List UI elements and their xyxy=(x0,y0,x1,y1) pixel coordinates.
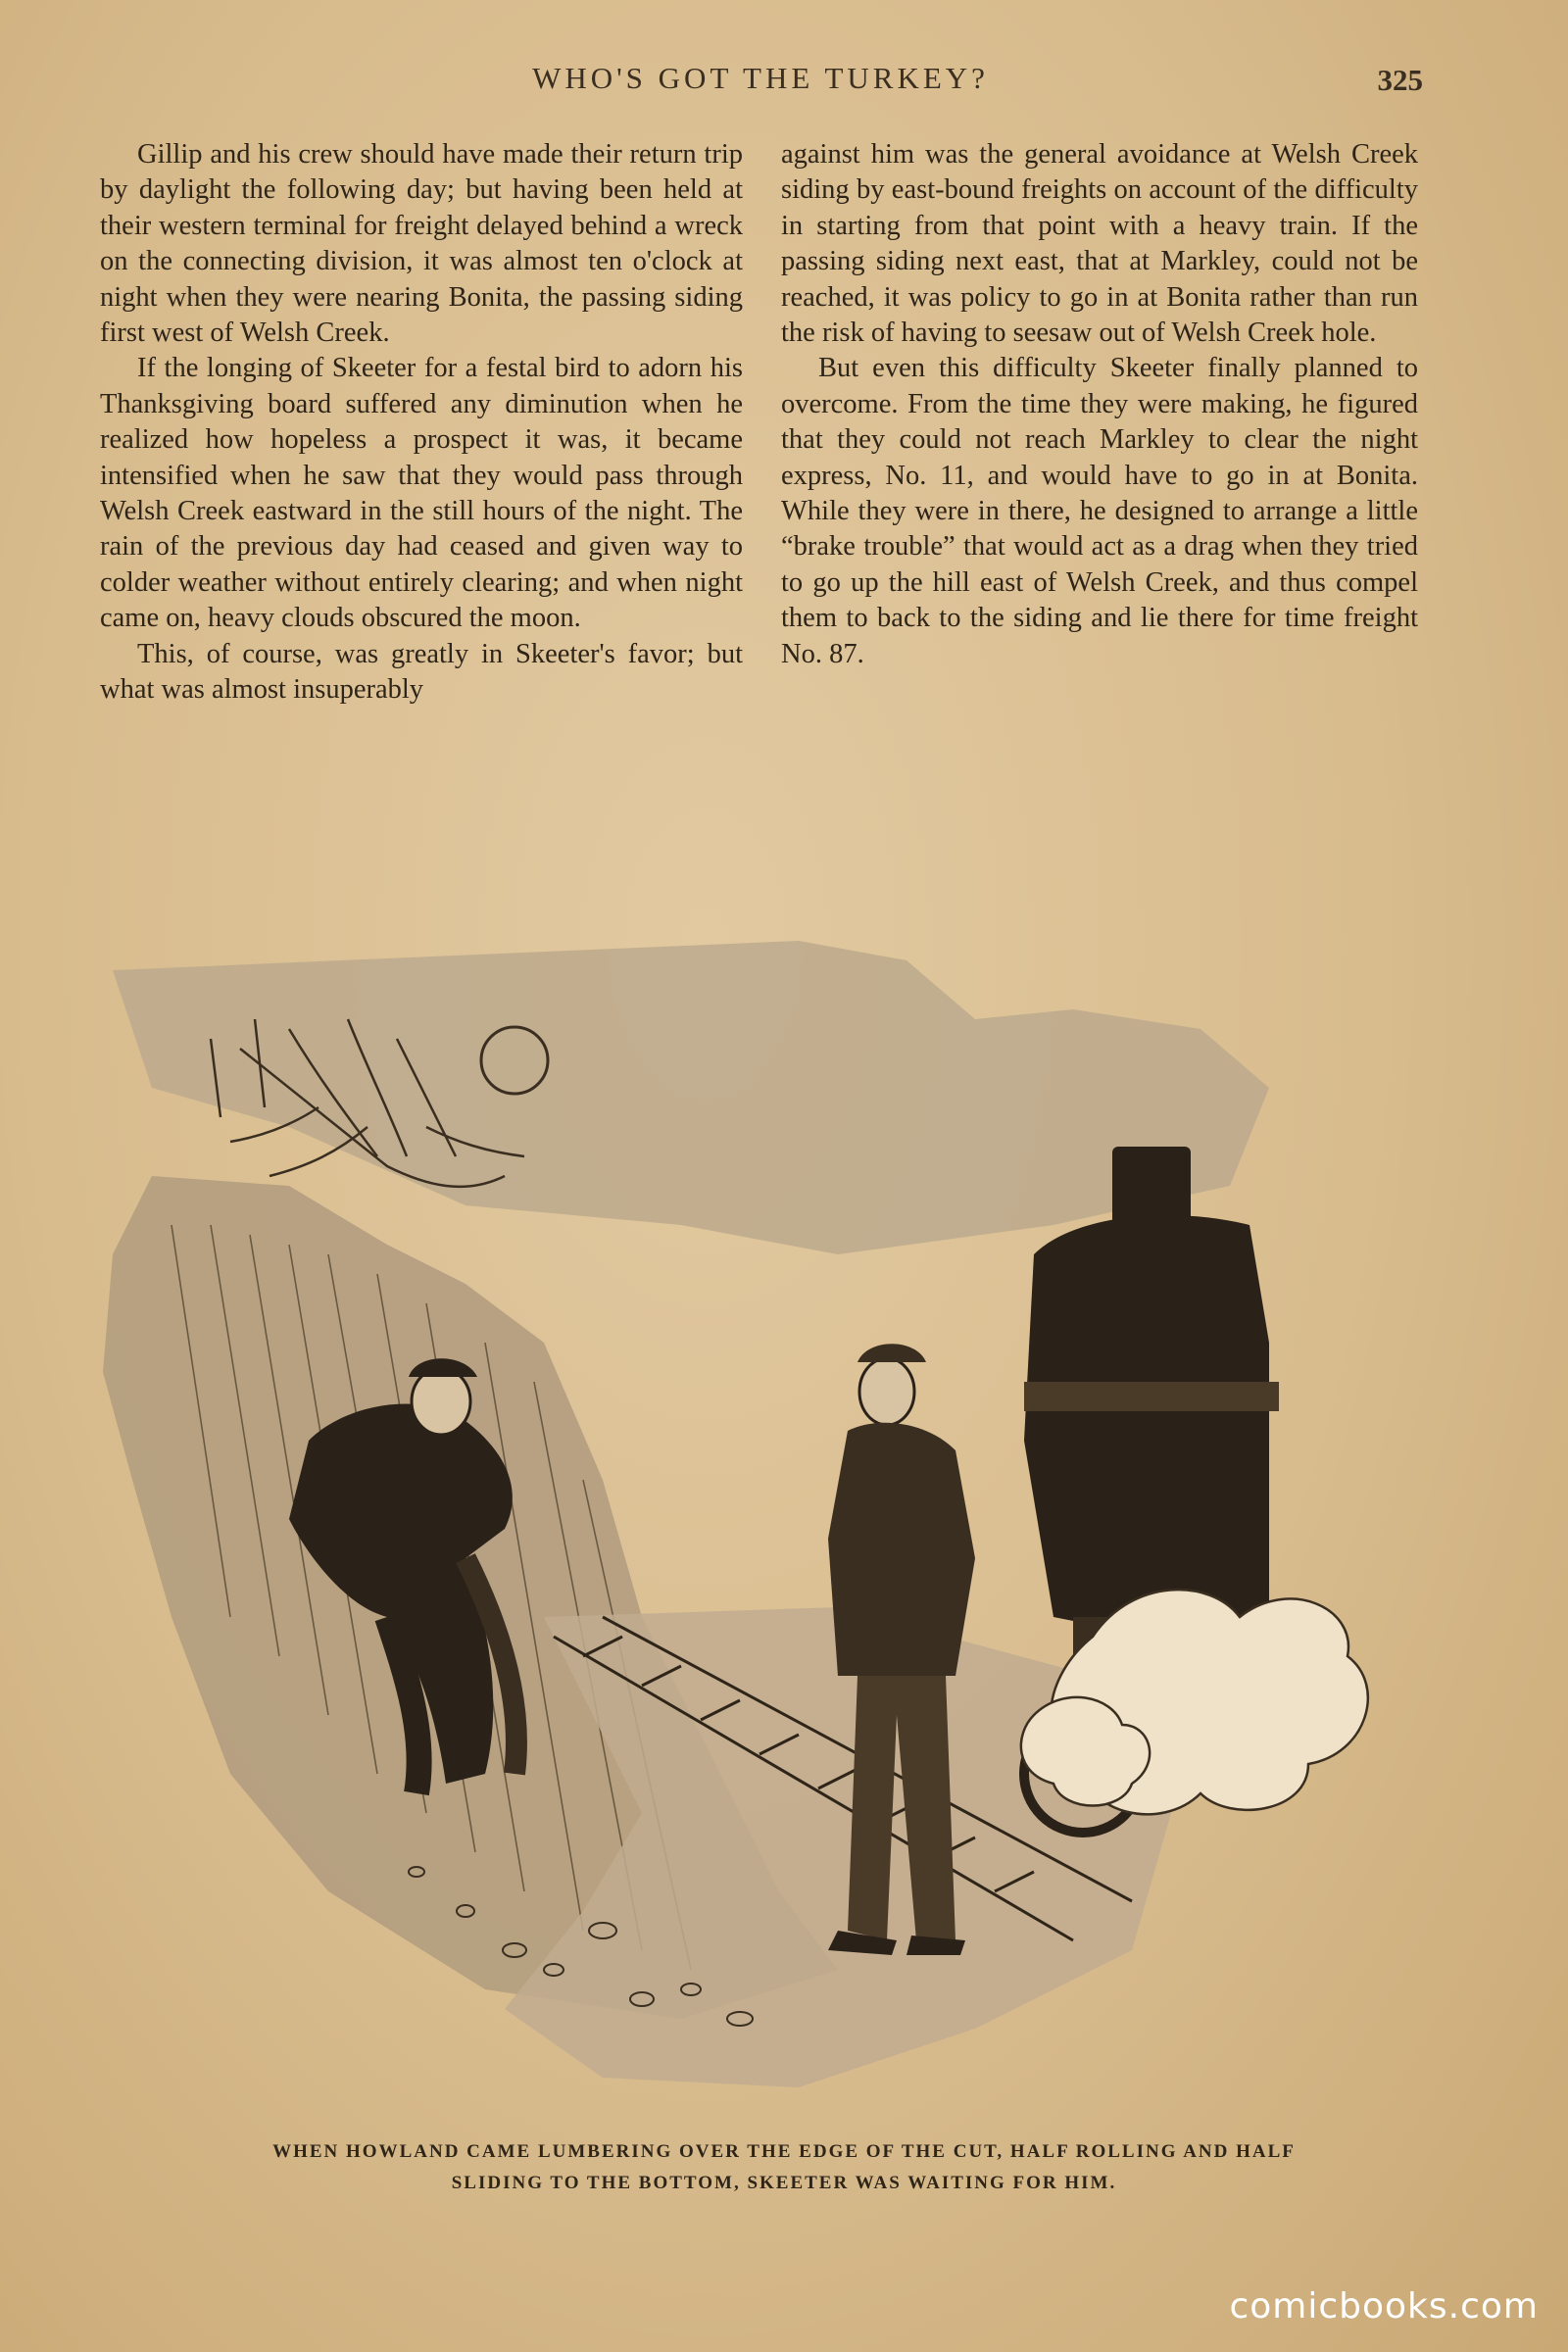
watermark: comicbooks.com xyxy=(1229,2286,1539,2327)
paragraph: But even this difficulty Skeeter finally planned to overcome. From the time they were making, he figured that they could not reach Markley to clear the night express, No. 11, and would have to go in at Bonita. While they were in there, he designed to arrange a little “brake trouble” that would act as a drag when they tried to go up the hill east of Welsh Creek, and thus compel them to back to the siding and lie there for time freight No. 87. xyxy=(781,353,1418,669)
running-title: WHO'S GOT THE TURKEY? xyxy=(532,61,989,95)
paragraph: If the longing of Skeeter for a festal bird to adorn his Thanksgiving board suffered any diminution when he realized how hopeless a prospect it was, it became intensified when he saw that they would pass through Welsh Creek eastward in the still hours of the night. The rain of the previous day had ceased and given way to colder weather without entirely clearing; and when night came on, heavy clouds obscured the moon. xyxy=(100,353,743,634)
running-head xyxy=(98,61,1423,108)
illustration-caption xyxy=(118,2136,1450,2199)
railroad-scene-drawing xyxy=(93,931,1446,2117)
paragraph: Gillip and his crew should have made their return trip by daylight the following day; but having been held at their western terminal for freight delayed behind a wreck on the connecting division, it was almost ten o'clock at night when they were nearing Bonita, the passing siding first west of Welsh Creek. xyxy=(100,139,743,349)
right-column xyxy=(781,137,1418,672)
illustration xyxy=(93,931,1446,2117)
caption-line: SLIDING TO THE BOTTOM, SKEETER WAS WAITING FOR HIM. xyxy=(451,2173,1117,2193)
paragraph: against him was the general avoidance at Welsh Creek siding by east-bound freights on account of the difficulty in starting from that point with a heavy train. If the passing siding next east, that at Markley, could not be reached, it was policy to go in at Bonita rather than run the risk of having to seesaw out of Welsh Creek hole. xyxy=(781,139,1418,349)
paragraph: This, of course, was greatly in Skeeter's favor; but what was almost insuperably xyxy=(100,638,743,706)
left-column xyxy=(100,137,743,709)
steam-cloud xyxy=(1021,1590,1368,1814)
page-number: 325 xyxy=(1377,63,1423,97)
caption-line: WHEN HOWLAND CAME LUMBERING OVER THE EDGE OF THE CUT, HALF ROLLING AND HALF xyxy=(272,2141,1296,2162)
